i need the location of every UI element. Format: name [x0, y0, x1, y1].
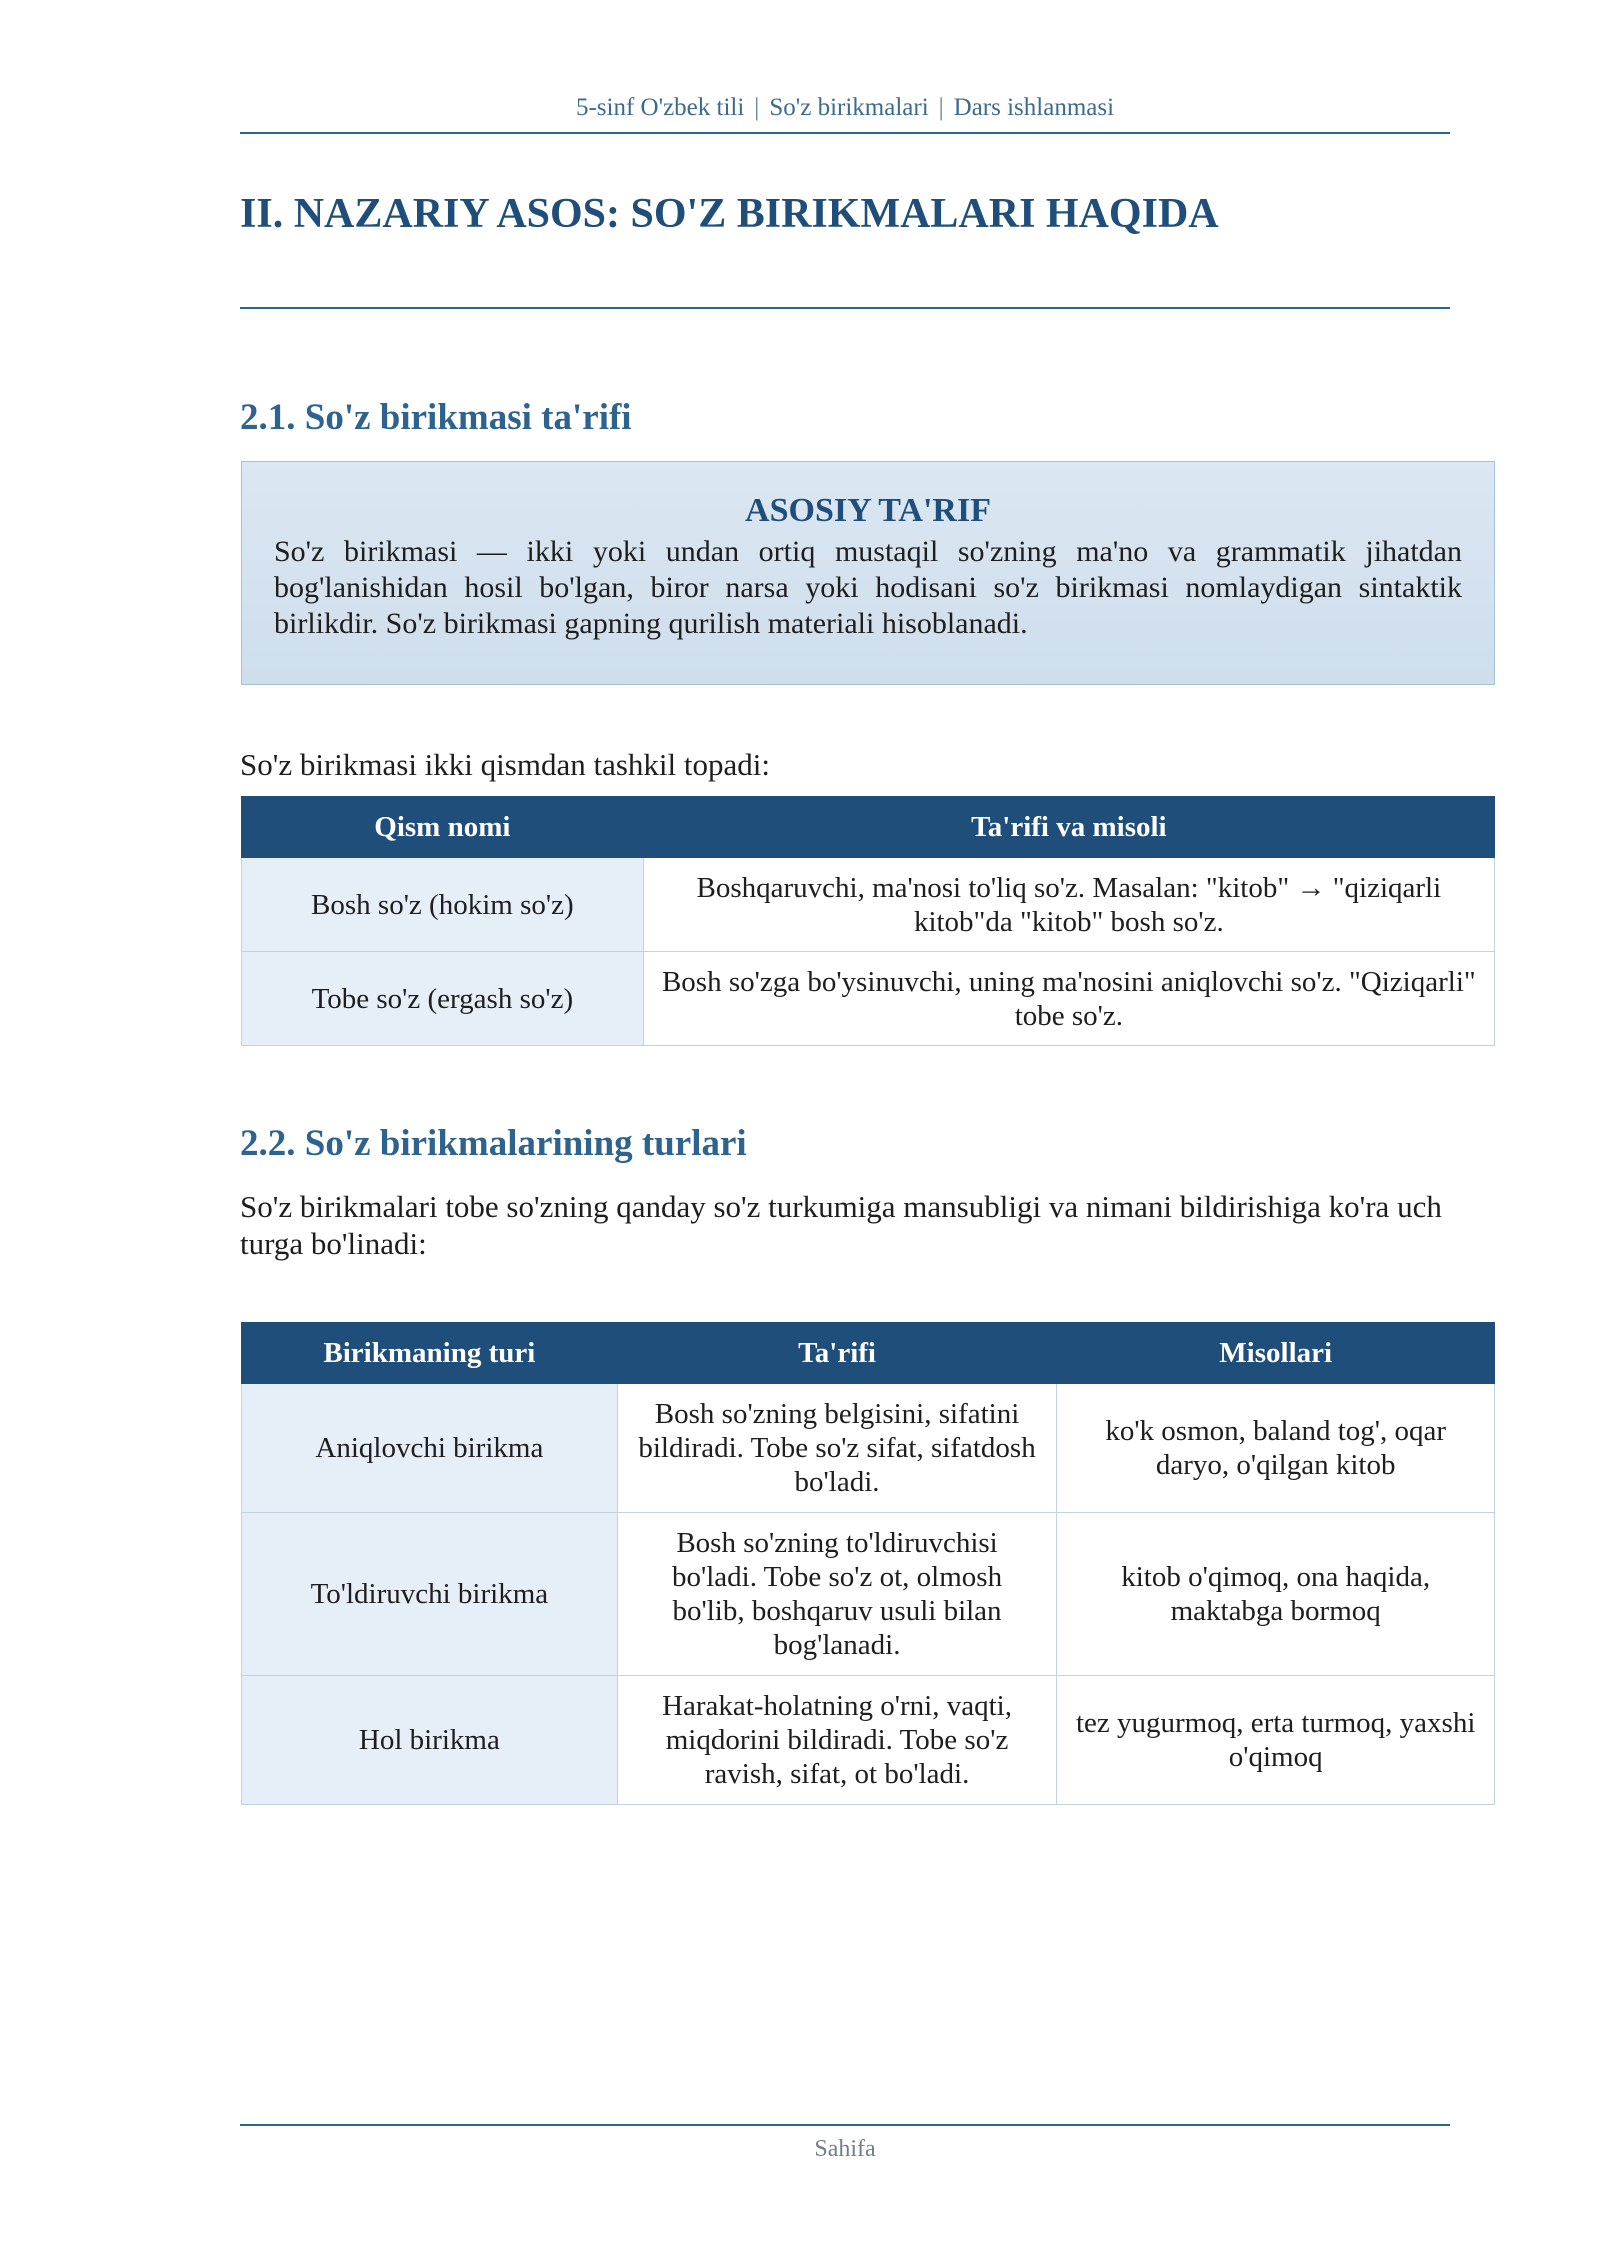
- table-cell: Bosh so'zning belgisini, sifatini bildiradi. Tobe so'z sifat, sifatdosh bo'ladi.: [617, 1384, 1057, 1513]
- footer-page-label: Sahifa: [814, 2136, 876, 2162]
- table-cell: Hol birikma: [242, 1676, 618, 1805]
- header-subject: 5-sinf O'zbek tili: [575, 94, 745, 121]
- definition-box-title: ASOSIY TA'RIF: [745, 492, 991, 529]
- parts-table: [241, 796, 1495, 1046]
- table-cell: Bosh so'zga bo'ysinuvchi, uning ma'nosini aniqlovchi so'z. "Qiziqarli" tobe so'z.: [643, 952, 1494, 1046]
- table-row: [242, 858, 1495, 952]
- table-row: [242, 952, 1495, 1046]
- table-cell: Tobe so'z (ergash so'z): [242, 952, 644, 1046]
- table-row: [242, 1384, 1495, 1513]
- header-topic: So'z birikmalari: [769, 94, 929, 121]
- table-cell: ko'k osmon, baland tog', oqar daryo, o'qilgan kitob: [1057, 1384, 1495, 1513]
- table-cell: To'ldiruvchi birikma: [242, 1513, 618, 1676]
- chapter-divider: [240, 307, 1450, 309]
- table-cell: Aniqlovchi birikma: [242, 1384, 618, 1513]
- definition-box: [241, 461, 1495, 685]
- header-separator: |: [938, 94, 944, 121]
- section-title-definition: 2.1. So'z birikmasi ta'rifi: [240, 397, 632, 438]
- header-separator: |: [754, 94, 760, 121]
- table-cell: Bosh so'z (hokim so'z): [242, 858, 644, 952]
- table-header-cell: Birikmaning turi: [242, 1323, 618, 1384]
- table-header-cell: Misollari: [1057, 1323, 1495, 1384]
- table-row: [242, 1513, 1495, 1676]
- table-cell: tez yugurmoq, erta turmoq, yaxshi o'qimoq: [1057, 1676, 1495, 1805]
- definition-box-text: So'z birikmasi — ikki yoki undan ortiq mustaqil so'zning ma'no va grammatik jihatdan bog'lanishidan hosil bo'lgan, biror narsa yoki hodisani so'z birikmasi nomlaydigan sintaktik birlikdir. So'z birikmasi gapning qurilish materiali hisoblanadi.: [274, 535, 1462, 640]
- table-row: [242, 1676, 1495, 1805]
- table-cell: Bosh so'zning to'ldiruvchisi bo'ladi. Tobe so'z ot, olmosh bo'lib, boshqaruv usuli bilan bog'lanadi.: [617, 1513, 1057, 1676]
- types-table: [241, 1322, 1495, 1805]
- section-title-types: 2.2. So'z birikmalarining turlari: [240, 1123, 747, 1164]
- types-intro-text: So'z birikmalari tobe so'zning qanday so'z turkumiga mansubligi va nimani bildirishiga ko'ra uch turga bo'linadi:: [240, 1189, 1442, 1261]
- parts-intro-text: So'z birikmasi ikki qismdan tashkil topadi:: [240, 747, 770, 782]
- table-cell: Harakat-holatning o'rni, vaqti, miqdorini bildiradi. Tobe so'z ravish, sifat, ot bo'ladi.: [617, 1676, 1057, 1805]
- running-header: [240, 94, 1450, 134]
- table-cell: kitob o'qimoq, ona haqida, maktabga bormoq: [1057, 1513, 1495, 1676]
- table-header-cell: Ta'rifi va misoli: [643, 797, 1494, 858]
- chapter-title: II. NAZARIY ASOS: SO'Z BIRIKMALARI HAQIDA: [240, 191, 1219, 237]
- table-header-row: [242, 1323, 1495, 1384]
- table-cell: Boshqaruvchi, ma'nosi to'liq so'z. Masalan: "kitob" → "qiziqarli kitob"da "kitob" bosh so'z.: [643, 858, 1494, 952]
- running-footer: [240, 2124, 1450, 2163]
- table-header-cell: Ta'rifi: [617, 1323, 1057, 1384]
- header-doc-type: Dars ishlanmasi: [953, 94, 1115, 121]
- table-header-cell: Qism nomi: [242, 797, 644, 858]
- table-header-row: [242, 797, 1495, 858]
